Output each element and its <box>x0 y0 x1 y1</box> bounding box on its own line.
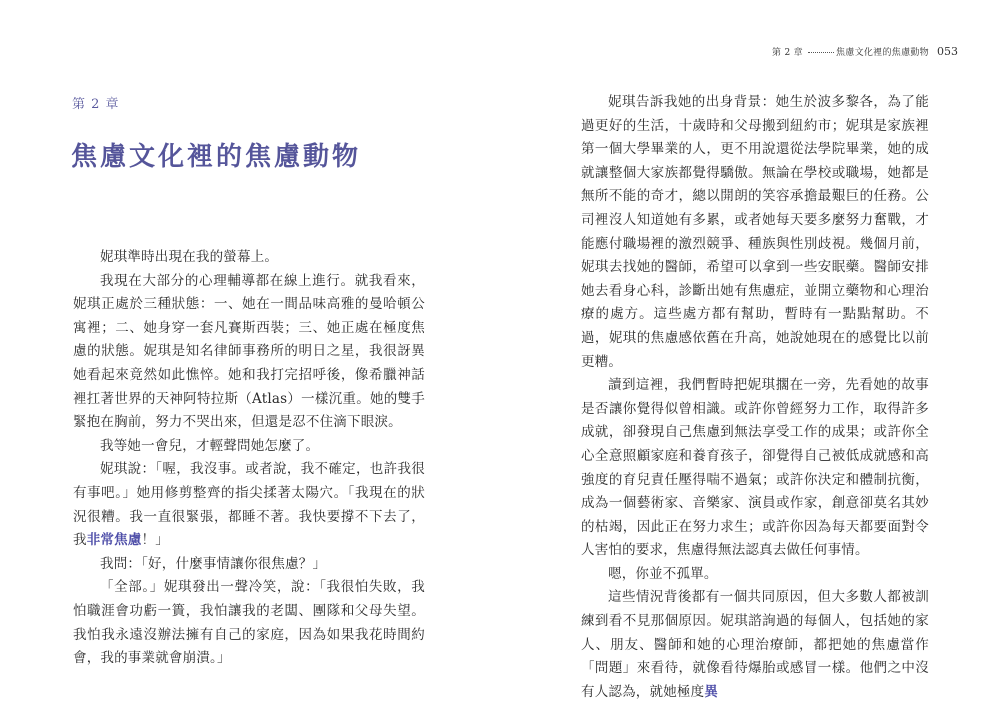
right-body-text <box>581 91 929 704</box>
paragraph-with-emphasis <box>581 586 929 704</box>
paragraph: 嗯，你並不孤單。 <box>608 565 718 582</box>
left-body-text <box>73 246 425 671</box>
paragraph: 我現在大部分的心理輔導都在線上進行。就我看來，妮琪正處於三種狀態：一、她在一間品味高雅的曼哈頓公寓裡；二、她身穿一套凡賽斯西裝；三、她正處在極度焦慮的狀態。妮琪是知名律師事務所的明日之星，我很訝異她看起來竟然如此憔悴。她和我打完招呼後，像希臘神話裡扛著世界的天神阿特拉斯（Atlas）一樣沉重。她的雙手緊抱在胸前，努力不哭出來，但還是忍不住滴下眼淚。 <box>73 272 425 431</box>
running-head <box>772 45 958 58</box>
paragraph: 妮琪準時出現在我的螢幕上。 <box>100 249 279 265</box>
emphasis-text: 異 <box>704 683 719 700</box>
paragraph: 我問：「好，什麼事情讓你很焦慮？」 <box>100 555 327 572</box>
right-page <box>500 0 1000 704</box>
paragraph: 我等她一會兒，才輕聲問她怎麼了。 <box>100 437 320 454</box>
page-number: 053 <box>937 45 958 58</box>
chapter-title: 焦慮文化裡的焦慮動物 <box>71 142 362 172</box>
chapter-label: 第 2 章 <box>72 97 120 112</box>
running-head-leader <box>808 52 834 53</box>
paragraph: 讀到這裡，我們暫時把妮琪擱在一旁，先看她的故事是否讓你覺得似曾相識。或許你曾經努力工作，取得許多成就，卻發現自己焦慮到無法享受工作的成果；或許你全心全意照顧家庭和養育孩子，卻覺得自己被低成就感和高強度的育兒責任壓得喘不過氣；或許你決定和體制抗衡，成為一個藝術家、音樂家、演員或作家，創意卻莫名其妙的枯竭，因此正在努力求生；或許你因為每天都要面對令人害怕的要求，焦慮得無法認真去做任何事情。 <box>581 377 929 559</box>
text-run: ！」 <box>141 532 169 549</box>
running-head-title: 焦慮文化裡的焦慮動物 <box>835 48 929 58</box>
paragraph-with-emphasis <box>73 458 425 552</box>
paragraph: 妮琪告訴我她的出身背景：她生於波多黎各，為了能過更好的生活，十歲時和父母搬到紐約市；妮琪是家族裡第一個大學畢業的人，更不用說還從法學院畢業，她的成就讓整個大家族都覺得驕傲。無論在學校或職場，她都是無所不能的奇才，總以開朗的笑容承擔最艱巨的任務。公司裡沒人知道她有多累，或者她每天要多麼努力奮戰，才能應付職場裡的激烈競爭、種族與性別歧視。幾個月前，妮琪去找她的醫師，希望可以拿到一些安眠藥。醫師安排她去看身心科，診斷出她有焦慮症，並開立藥物和心理治療的處方。這些處方都有幫助，暫時有一點點幫助。不過，妮琪的焦慮感依舊在升高，她說她現在的感覺比以前更糟。 <box>581 94 929 370</box>
text-run: 妮琪說：「喔，我沒事。或者說，我不確定，也許我很有事吧。」她用修剪整齊的指尖揉著太陽穴。「我現在的狀況很糟。我一直很緊張，都睡不著。我快要撐不下去了，我 <box>73 461 425 549</box>
running-head-chapter: 第 2 章 <box>772 48 803 58</box>
text-run: 這些情況背後都有一個共同原因，但大多數人都被訓練到看不見那個原因。妮琪諮詢過的每個人，包括她的家人、朋友、醫師和她的心理治療師，都把她的焦慮當作「問題」來看待，就像看待爆胎或感冒一樣。他們之中沒有人認為，就她極度 <box>581 589 929 700</box>
emphasis-text: 非常焦慮 <box>86 532 142 549</box>
paragraph: 「全部。」妮琪發出一聲冷笑，說：「我很怕失敗，我怕職涯會功虧一簣，我怕讓我的老闆、團隊和父母失望。我怕我永遠沒辦法擁有自己的家庭，因為如果我花時間約會，我的事業就會崩潰。」 <box>73 579 425 667</box>
